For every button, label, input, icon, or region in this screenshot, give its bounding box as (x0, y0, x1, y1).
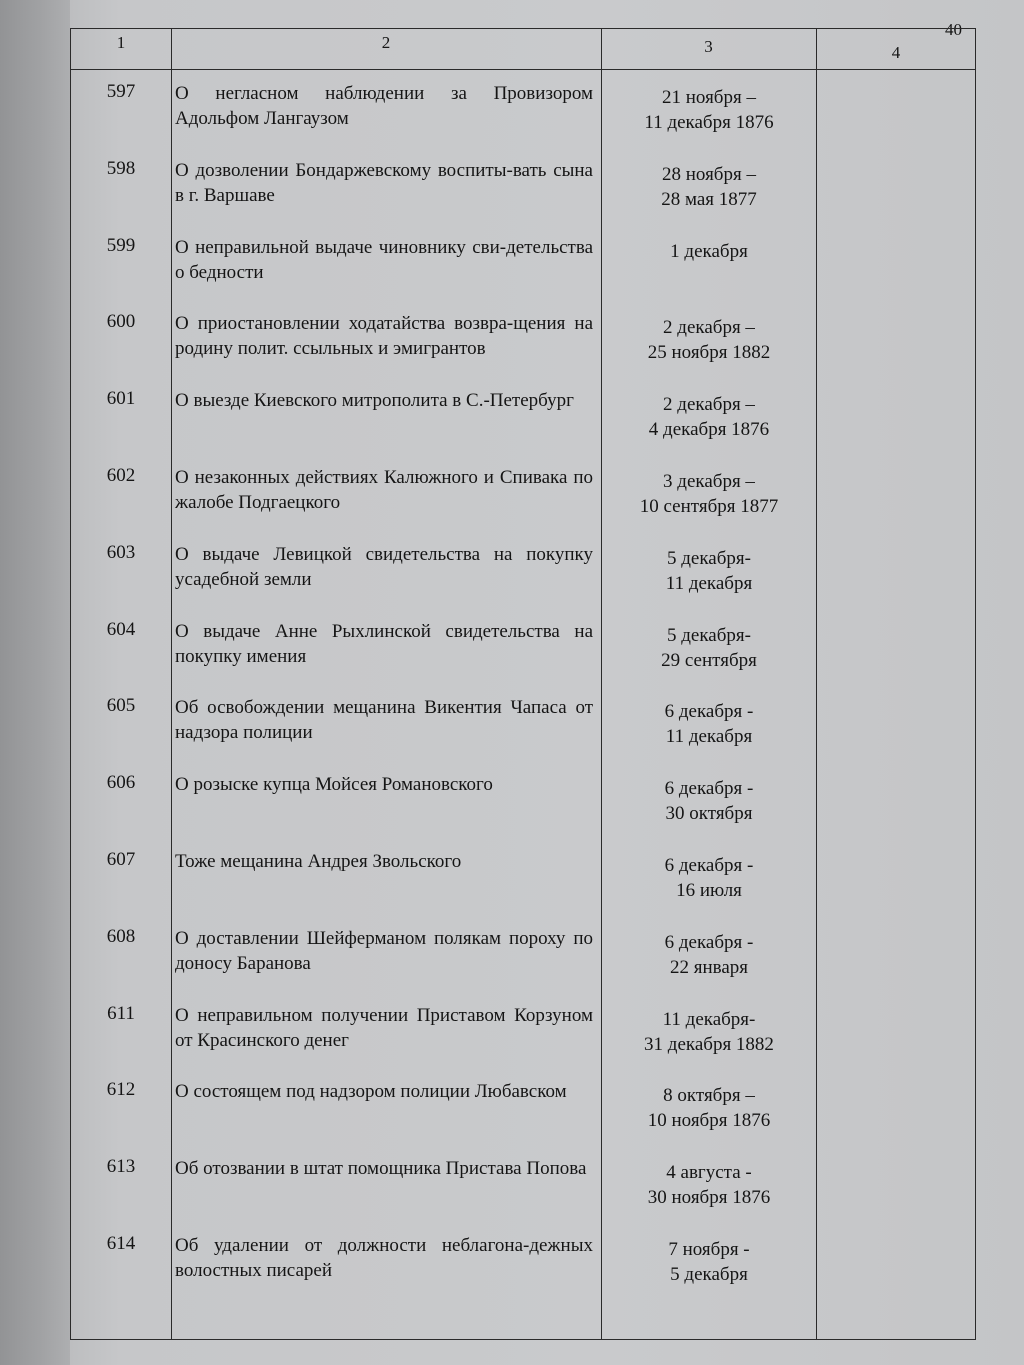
case-title: О выезде Киевского митрополита в С.-Петербург (175, 390, 574, 412)
case-title: О доставлении Шейферманом полякам пороху по доносу Баранова (175, 927, 593, 974)
date-end: 11 декабря (665, 726, 753, 748)
table-row (71, 619, 975, 695)
table-row (71, 388, 975, 464)
case-title: О дозволении Бондаржевскому воспиты-вать сына в г. Варшаве (175, 159, 593, 206)
column-header-1: 1 (116, 33, 126, 52)
case-title: О розыске купца Мойсея Романовского (175, 774, 493, 796)
case-number: 612 (106, 1079, 136, 1101)
case-title: Об отозвании в штат помощника Пристава Попова (175, 1158, 587, 1180)
header-divider (71, 69, 975, 70)
table-row (71, 311, 975, 387)
case-number: 604 (106, 618, 136, 640)
case-title: О незаконных действиях Калюжного и Спивака по жалобе Подгаецкого (175, 467, 593, 513)
table-row (71, 1156, 975, 1232)
table-row (71, 81, 975, 157)
case-number: 598 (106, 157, 136, 179)
table-row (71, 695, 975, 771)
date-end: 30 октября (665, 803, 753, 825)
case-dates (607, 239, 811, 264)
table-row (71, 849, 975, 925)
facing-page-edge (0, 0, 70, 1365)
date-end: 28 мая 1877 (661, 188, 757, 210)
case-title: Об освобождении мещанина Викентия Чапаса от надзора полиции (175, 697, 593, 744)
date-start: 2 декабря – (663, 317, 755, 339)
case-number: 606 (106, 772, 136, 794)
case-dates (607, 469, 811, 519)
case-dates (607, 1007, 811, 1057)
date-start: 21 ноября – (662, 87, 756, 108)
case-number: 601 (106, 388, 136, 410)
case-dates (607, 546, 811, 596)
case-number: 613 (106, 1156, 136, 1178)
date-start: 28 ноября – (662, 163, 756, 185)
case-dates (607, 1160, 811, 1210)
date-start: 5 декабря- (667, 547, 751, 569)
case-dates (607, 1237, 811, 1287)
table-row (71, 542, 975, 618)
date-end: 10 ноября 1876 (647, 1110, 771, 1132)
case-title: О негласном наблюдении за Провизором Адольфом Лангаузом (175, 83, 593, 129)
date-end: 22 января (669, 956, 749, 978)
date-end: 5 декабря (670, 1264, 748, 1285)
table-row (71, 1079, 975, 1155)
date-start: 5 декабря- (667, 624, 751, 646)
case-dates (607, 1083, 811, 1133)
case-number: 607 (106, 849, 136, 870)
date-end: 4 декабря 1876 (648, 419, 770, 441)
table-row (71, 465, 975, 541)
case-number: 608 (106, 925, 136, 947)
date-start: 3 декабря – (663, 471, 755, 492)
archive-table (70, 28, 976, 1340)
case-dates (607, 776, 811, 826)
case-number: 597 (106, 81, 136, 102)
date-start: 4 августа - (666, 1162, 752, 1184)
case-number: 603 (106, 541, 136, 563)
date-start: 7 ноября - (668, 1239, 750, 1260)
date-end: 25 ноября 1882 (647, 342, 771, 364)
date-start: 6 декабря - (664, 931, 754, 953)
case-number: 614 (106, 1233, 136, 1254)
table-row (71, 158, 975, 234)
case-title: О неправильном получении Приставом Корзуном от Красинского денег (175, 1004, 593, 1051)
date-end: 11 декабря (665, 572, 753, 594)
table-row (71, 926, 975, 1002)
date-start: 6 декабря - (664, 701, 754, 723)
date-end: 11 декабря 1876 (644, 112, 774, 133)
date-start: 6 декабря - (664, 855, 754, 876)
table-row (71, 235, 975, 311)
column-header-2: 2 (381, 33, 391, 52)
date-start: 11 декабря- (662, 1008, 756, 1030)
case-dates (607, 853, 811, 903)
case-number: 611 (107, 1002, 135, 1024)
table-row (71, 772, 975, 848)
page-number: 40 (945, 20, 962, 39)
table-row (71, 1003, 975, 1079)
case-dates (607, 162, 811, 212)
date-end: 16 июля (676, 880, 742, 901)
column-header-3: 3 (704, 37, 713, 56)
date-start: 6 декабря - (664, 778, 754, 800)
case-title: Тоже мещанина Андрея Звольского (175, 851, 462, 872)
case-dates (607, 930, 811, 980)
date-end: 30 ноября 1876 (647, 1187, 771, 1209)
case-title: Об удалении от должности неблагона-дежных волостных писарей (175, 1235, 593, 1281)
date-start: 1 декабря (670, 240, 748, 262)
date-end: 29 сентября (661, 649, 757, 671)
table-row (71, 1233, 975, 1309)
case-dates (607, 85, 811, 135)
case-title: О приостановлении ходатайства возвра-щения на родину полит. ссыльных и эмигрантов (175, 313, 593, 360)
case-dates (607, 392, 811, 442)
case-dates (607, 623, 811, 673)
case-number: 605 (106, 695, 136, 717)
case-number: 599 (106, 234, 136, 256)
case-dates (607, 699, 811, 749)
case-number: 602 (106, 465, 136, 486)
case-title: О состоящем под надзором полиции Любавском (175, 1081, 567, 1103)
column-header-4: 4 (891, 43, 901, 62)
date-end: 10 сентября 1877 (639, 496, 779, 517)
case-dates (607, 315, 811, 365)
case-number: 600 (106, 311, 136, 333)
case-title: О неправильной выдаче чиновнику сви-детельства о бедности (175, 236, 593, 283)
date-start: 8 октября – (663, 1085, 755, 1107)
date-start: 2 декабря – (663, 394, 755, 416)
case-title: О выдаче Анне Рыхлинской свидетельства на покупку имения (175, 620, 593, 667)
date-end: 31 декабря 1882 (644, 1033, 774, 1055)
case-title: О выдаче Левицкой свидетельства на покупку усадебной земли (175, 543, 593, 590)
